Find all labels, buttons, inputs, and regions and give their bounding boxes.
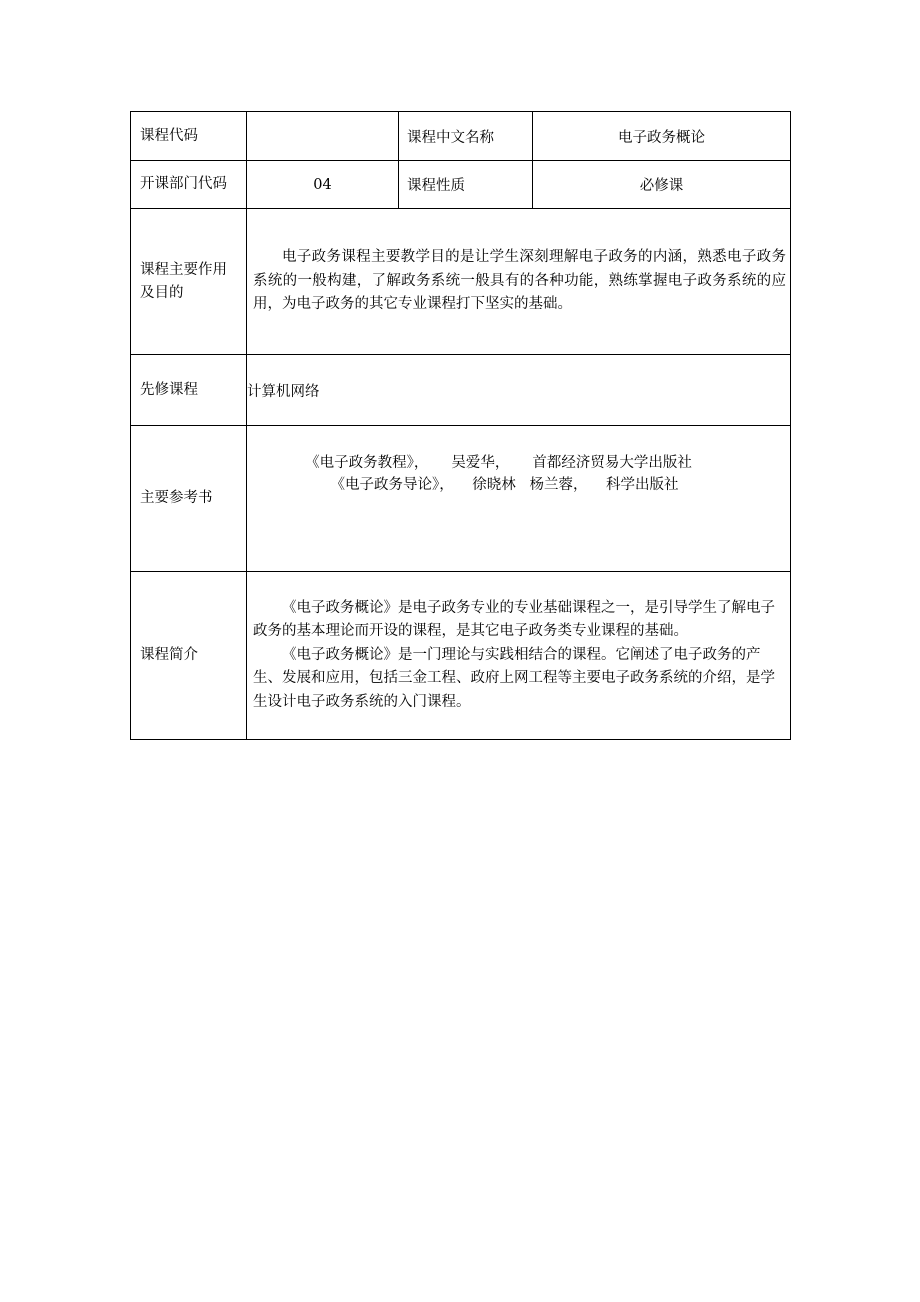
table-row-purpose [131, 209, 791, 355]
course-nature-value: 必修课 [533, 161, 791, 209]
prerequisite-label: 先修课程 [131, 355, 247, 426]
course-code-label: 课程代码 [131, 112, 247, 161]
purpose-label-line2: 及目的 [140, 284, 184, 301]
intro-label: 课程简介 [131, 572, 247, 740]
references-label: 主要参考书 [131, 426, 247, 572]
purpose-cell [247, 209, 791, 355]
table-row-intro [131, 572, 791, 740]
dept-code-label: 开课部门代码 [131, 161, 247, 209]
intro-cell [247, 572, 791, 740]
course-code-value [247, 112, 399, 161]
course-cn-name-label: 课程中文名称 [399, 112, 533, 161]
purpose-label [131, 209, 247, 355]
dept-code-value: 04 [247, 161, 399, 209]
table-row-course-code [131, 112, 791, 161]
reference-item: 《电子政务教程》， 吴爱华， 首都经济贸易大学出版社 [305, 455, 692, 471]
table-row-dept-code [131, 161, 791, 209]
course-info-table [130, 111, 791, 740]
references-cell [247, 426, 791, 572]
course-nature-label: 课程性质 [399, 161, 533, 209]
intro-paragraph: 《电子政务概论》是电子政务专业的专业基础课程之一，是引导学生了解电子政务的基本理论而开设的课程，是其它电子政务类专业课程的基础。 [253, 599, 775, 640]
table-row-references [131, 426, 791, 572]
purpose-label-line1: 课程主要作用 [140, 261, 227, 278]
intro-paragraph: 《电子政务概论》是一门理论与实践相结合的课程。它阐述了电子政务的产生、发展和应用，包括三金工程、政府上网工程等主要电子政务系统的介绍，是学生设计电子政务系统的入门课程。 [253, 646, 775, 710]
prerequisite-value: 计算机网络 [247, 355, 791, 426]
purpose-text: 电子政务课程主要教学目的是让学生深刻理解电子政务的内涵，熟悉电子政务系统的一般构建，了解政务系统一般具有的各种功能，熟练掌握电子政务系统的应用，为电子政务的其它专业课程打下坚实的基础。 [253, 249, 786, 313]
reference-item: 《电子政务导论》， 徐晓林 杨兰蓉， 科学出版社 [330, 477, 679, 493]
references-list [247, 452, 790, 496]
table-row-prerequisite [131, 355, 791, 426]
course-cn-name-value: 电子政务概论 [533, 112, 791, 161]
